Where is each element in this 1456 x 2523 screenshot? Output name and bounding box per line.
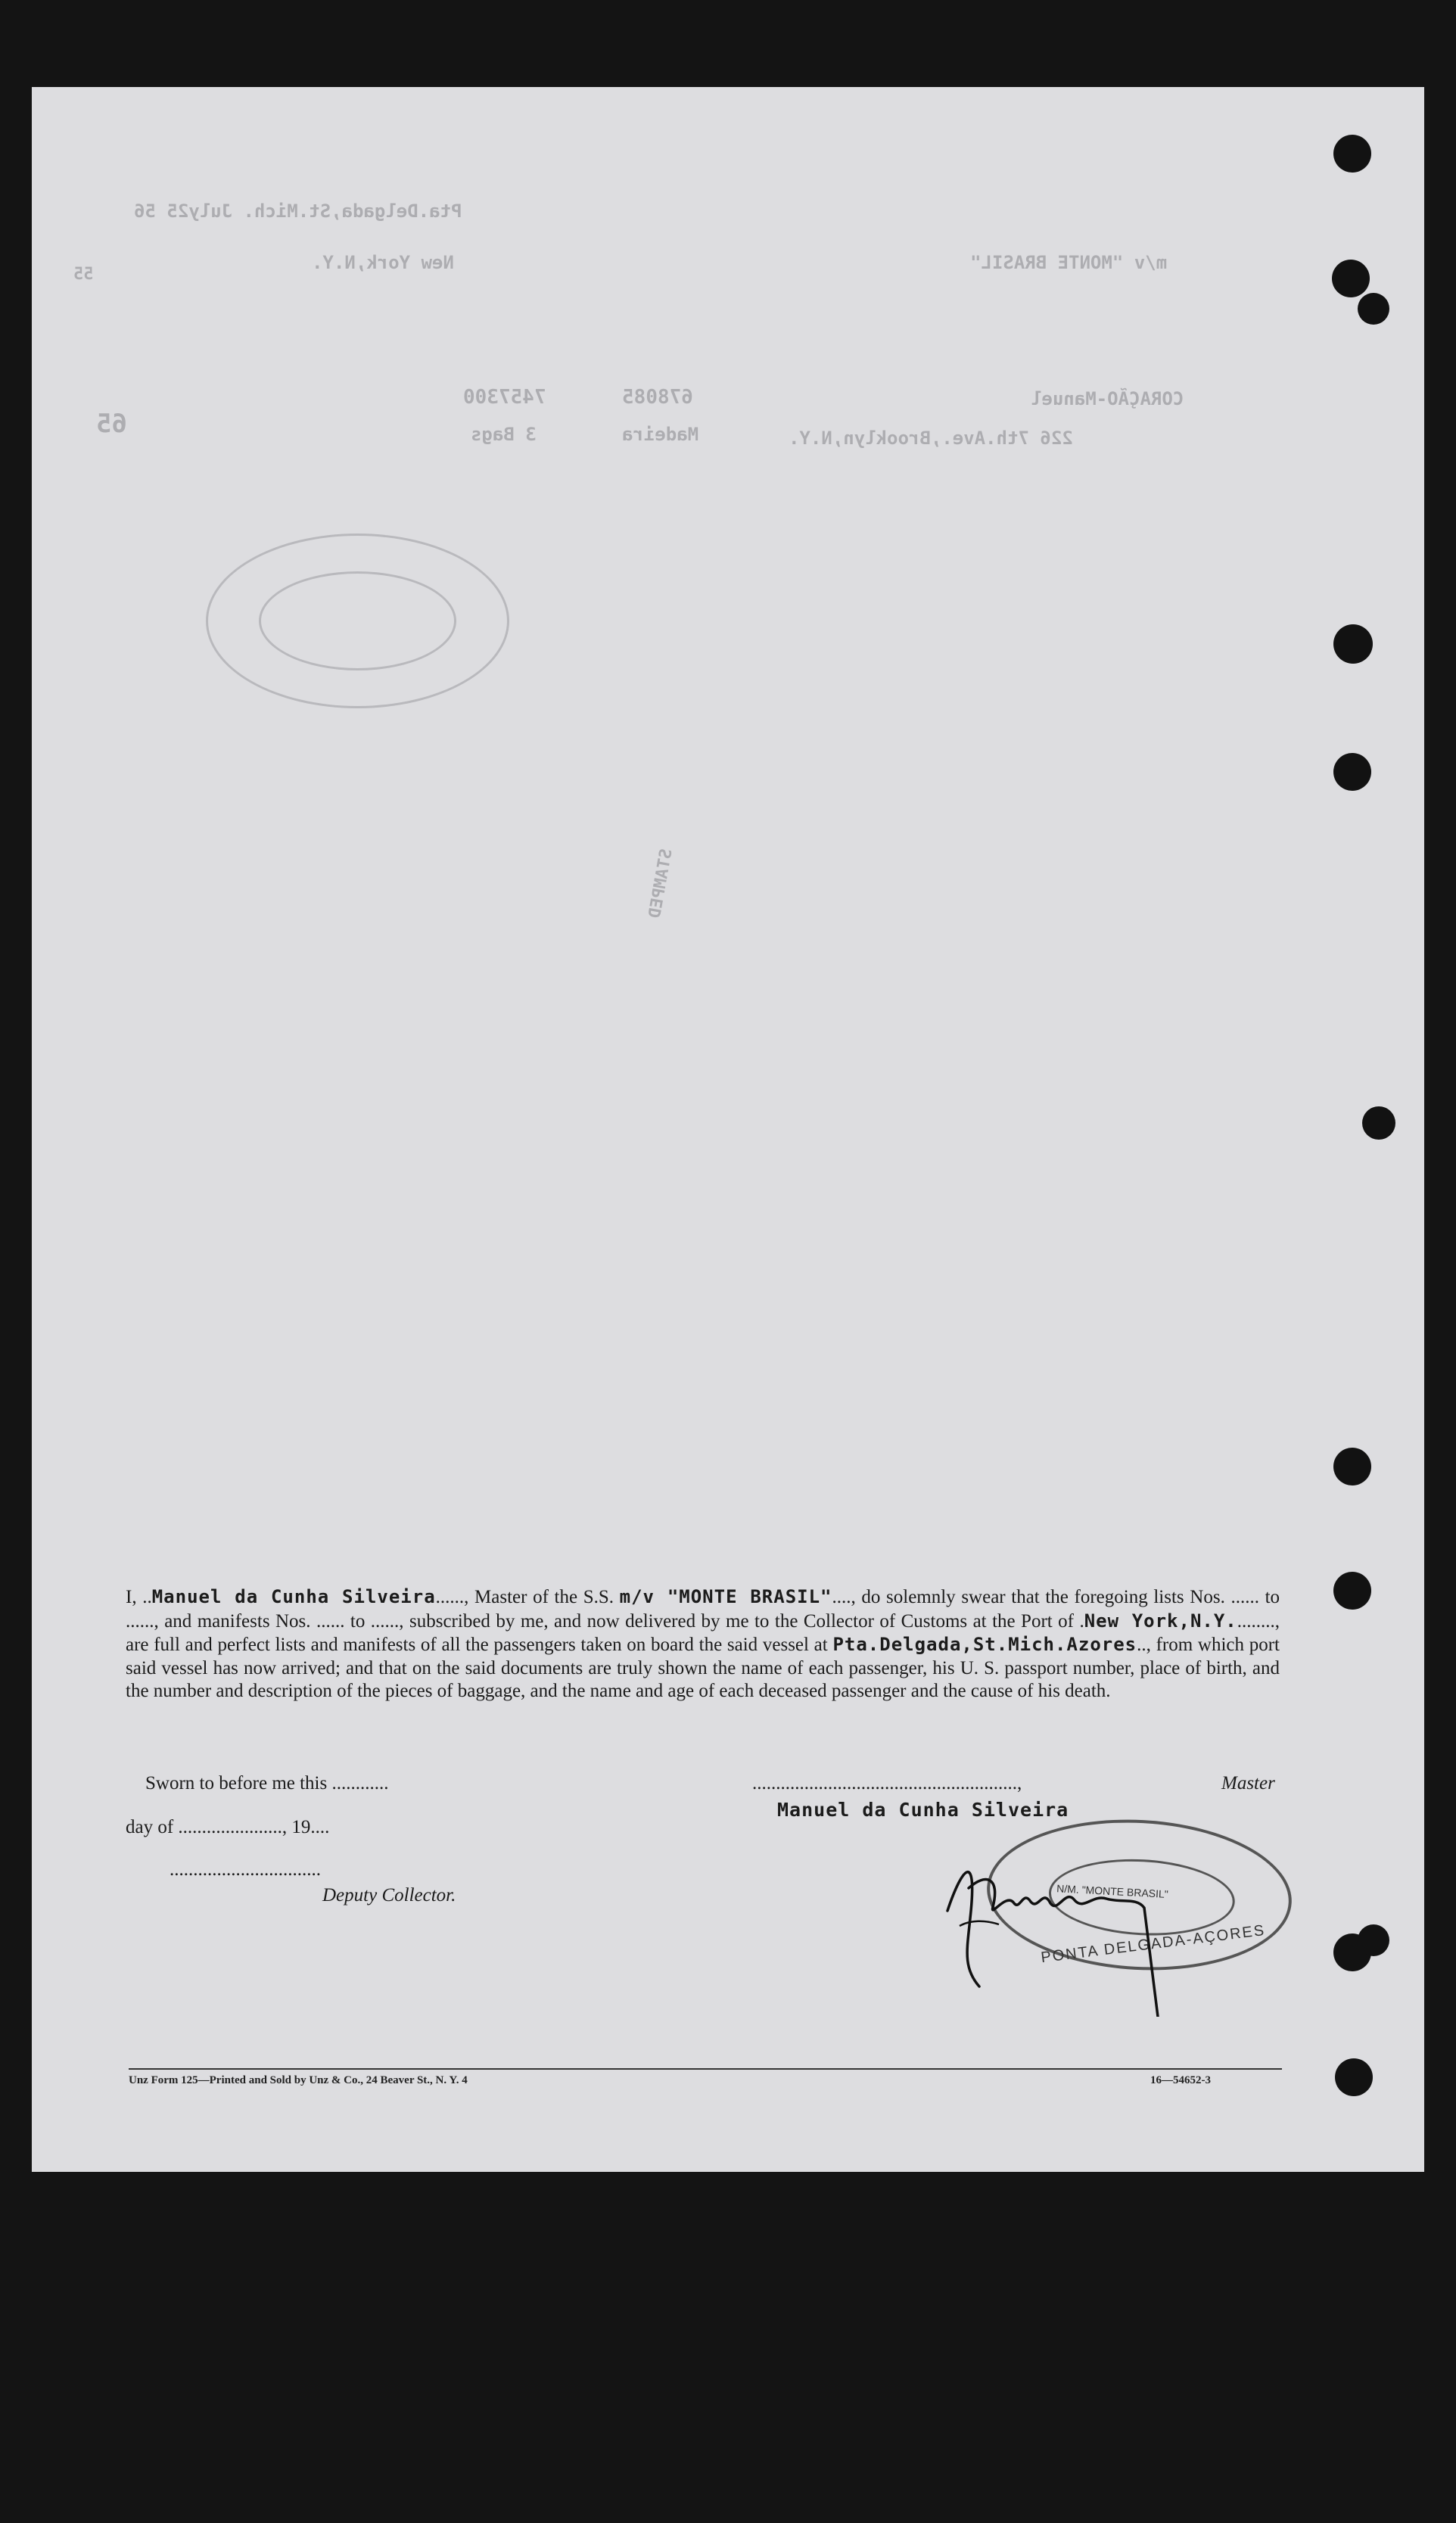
footer-form-number: 16—54652-3 xyxy=(1150,2074,1211,2086)
binder-hole xyxy=(1358,293,1389,325)
bleed-through-line: Pta.Delgada,St.Mich. July25 56 xyxy=(134,201,462,222)
binder-hole xyxy=(1362,1106,1395,1140)
bleed-through-line: 65 xyxy=(96,409,127,439)
bleed-through-line: m/v "MONTE BRASIL" xyxy=(970,252,1168,273)
footer-imprint: Unz Form 125—Printed and Sold by Unz & Co., 24 Beaver St., N. Y. 4 xyxy=(129,2074,468,2086)
bleed-through-line: 226 7th.Ave.,Brooklyn,N.Y. xyxy=(789,428,1073,449)
ship-stamp-name: N/M. "MONTE BRASIL" xyxy=(1056,1882,1169,1900)
bleed-through-line: Madeira xyxy=(622,424,699,445)
arrival-port: New York,N.Y. xyxy=(1084,1610,1237,1632)
binder-hole xyxy=(1332,260,1370,297)
master-label: Master xyxy=(1221,1773,1275,1793)
deputy-signature-line: ................................ xyxy=(170,1859,321,1880)
master-oath: I, ..Manuel da Cunha Silveira......, Master of the S.S. m/v "MONTE BRASIL"...., do solemnly swear that the foregoing lists Nos. ...... to ......, and manifests Nos. ...... to ......, subscribed by me, and now delivered by me to the Collector of Customs at the Port of .New York,N.Y........., are full and perfect lists and manifests of all the passengers taken on board the said vessel at Pta.Delgada,St.Mich.Azores.., from which port said vessel has now arrived; and that on the said documents are truly shown the name of each passenger, his U. S. passport number, place of birth, and the number and description of the pieces of baggage, and the name and age of each deceased passenger and the cause of his death. xyxy=(126,1586,1280,1701)
footer-rule xyxy=(129,2068,1282,2070)
ghost-stamp-inner xyxy=(259,571,456,670)
departure-port: Pta.Delgada,St.Mich.Azores xyxy=(832,1634,1137,1655)
manifest-page xyxy=(32,87,1424,2172)
sworn-line: Sworn to before me this ............ xyxy=(145,1773,389,1793)
bleed-through-line: New York,N.Y. xyxy=(312,252,454,273)
bleed-through-line: 3 Bags xyxy=(471,424,537,445)
sworn-day-line: day of ......................, 19.... xyxy=(126,1817,330,1837)
bleed-through-line: 55 xyxy=(73,265,94,284)
binder-hole xyxy=(1333,624,1373,664)
bleed-through-line: STAMPED xyxy=(645,847,677,920)
binder-hole xyxy=(1333,753,1371,791)
binder-hole xyxy=(1333,1572,1371,1610)
master-typed-name: Manuel da Cunha Silveira xyxy=(777,1799,1069,1821)
master-handwritten-signature xyxy=(917,1835,1174,2017)
bleed-through-line: 678085 xyxy=(622,386,693,409)
master-name: Manuel da Cunha Silveira xyxy=(151,1586,436,1607)
bleed-through-line: CORAÇÃO-Manuel xyxy=(1031,388,1184,409)
vessel-name: m/v "MONTE BRASIL" xyxy=(619,1586,832,1607)
binder-hole xyxy=(1358,1924,1389,1956)
master-signature-line: ........................................................, xyxy=(752,1773,1022,1793)
binder-hole xyxy=(1333,135,1371,173)
bleed-through-line: 7457300 xyxy=(463,386,546,409)
binder-hole xyxy=(1333,1448,1371,1485)
ship-stamp-port: PONTA DELGADA-AÇORES xyxy=(1040,1921,1267,1967)
deputy-collector-label: Deputy Collector. xyxy=(322,1885,456,1905)
binder-hole xyxy=(1335,2058,1373,2096)
